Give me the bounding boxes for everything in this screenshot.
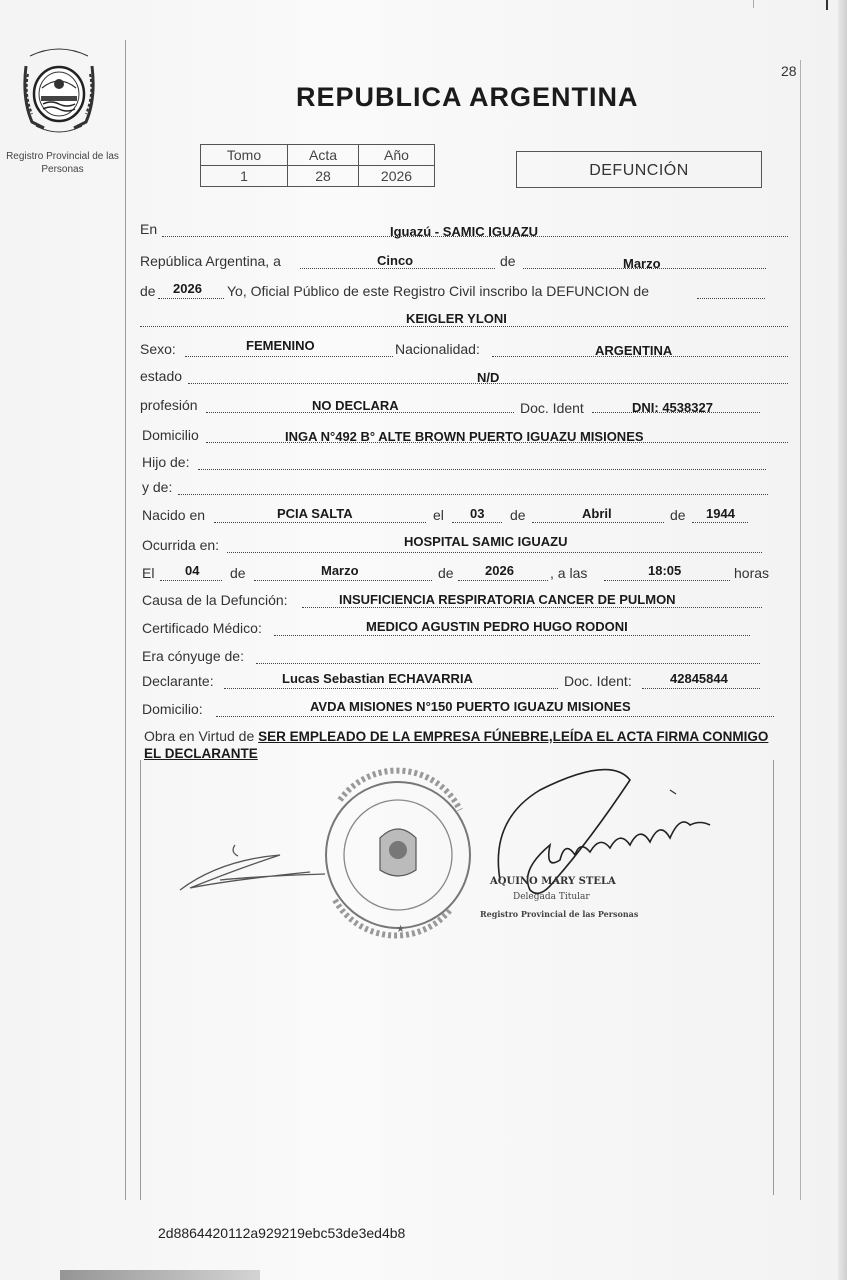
right-margin-line [800, 60, 801, 1200]
value-place: Iguazú - SAMIC IGUAZU [390, 224, 539, 239]
row-and-of [140, 479, 800, 501]
label-de: de [510, 507, 526, 523]
dotted-line [254, 580, 432, 581]
label-el: el [433, 507, 444, 523]
official-signature [498, 770, 710, 894]
label-de: de [230, 565, 246, 581]
label-obra: Obra en Virtud de [144, 728, 255, 744]
value-certificate: MEDICO AGUSTIN PEDRO HUGO RODONI [366, 619, 628, 634]
dotted-line [274, 635, 750, 636]
label-doc-ident: Doc. Ident [520, 400, 584, 416]
document-type-box: DEFUNCIÓN [516, 151, 762, 188]
seal-and-signature [160, 760, 760, 960]
document-title: REPUBLICA ARGENTINA [296, 82, 639, 112]
dotted-line [697, 298, 765, 299]
label-de: de [438, 565, 454, 581]
row-spouse [140, 648, 800, 670]
dotted-line [692, 522, 748, 523]
dotted-line [458, 580, 548, 581]
value-birth-day: 03 [470, 506, 485, 521]
dotted-line [198, 469, 766, 470]
label-domicilio: Domicilio: [142, 701, 203, 717]
page-number: 28 [781, 63, 797, 79]
row-deceased-name [140, 311, 800, 333]
label-hijo-de: Hijo de: [142, 454, 190, 470]
row-cause [140, 592, 800, 614]
row-death-date [140, 565, 800, 587]
dotted-line [178, 494, 768, 495]
label-yo: Yo, Oficial Público de este Registro Civil inscribo la DEFUNCION de [227, 283, 649, 299]
scan-edge [60, 1270, 260, 1280]
signer-name: AQUINO MARY STELA [490, 876, 616, 887]
tomo-header: Tomo [201, 145, 288, 166]
reason-text [144, 728, 784, 762]
row-civil-status [140, 368, 800, 390]
signature-box-right-line [773, 760, 774, 1195]
value-nationality: ARGENTINA [595, 343, 673, 358]
row-declarant-address [140, 701, 800, 723]
acta-value: 28 [288, 166, 359, 187]
row-birth [140, 507, 800, 529]
dotted-line [214, 522, 426, 523]
top-mark [753, 0, 754, 8]
value-sex: FEMENINO [246, 338, 315, 353]
document-hash: 2d8864420112a929219ebc53de3ed4b8 [158, 1225, 406, 1241]
value-declarant-address: AVDA MISIONES N°150 PUERTO IGUAZU MISIONES [310, 699, 631, 714]
value-death-time: 18:05 [648, 563, 682, 578]
row-sex [140, 338, 800, 363]
label-conyuge: Era cónyuge de: [142, 648, 244, 664]
dotted-line [452, 522, 502, 523]
svg-text:★: ★ [396, 924, 405, 935]
dotted-line [532, 522, 664, 523]
row-certificate [140, 620, 800, 642]
value-death-year: 2026 [485, 563, 514, 578]
label-en: En [140, 221, 158, 237]
label-declarante: Declarante: [142, 673, 214, 689]
provincia-misiones-crest-icon [18, 44, 100, 139]
tomo-value: 1 [201, 166, 288, 187]
dotted-line [302, 607, 762, 608]
page-edge-shadow [838, 0, 847, 1280]
label-sexo: Sexo: [140, 341, 176, 357]
tomo-acta-table [200, 144, 435, 187]
row-declarant [140, 673, 800, 695]
value-birth-year: 1944 [706, 506, 735, 521]
dotted-line [160, 580, 222, 581]
row-place [140, 221, 800, 243]
row-death-place [140, 534, 800, 559]
left-margin-line [125, 40, 126, 1200]
label-certificado: Certificado Médico: [142, 620, 262, 636]
row-address [140, 427, 800, 449]
row-profession [140, 397, 800, 419]
value-day: Cinco [377, 253, 414, 268]
label-nacido-en: Nacido en [142, 507, 206, 523]
value-birth-month: Abril [582, 506, 612, 521]
value-address: INGA N°492 B° ALTE BROWN PUERTO IGUAZU MISIONES [285, 429, 644, 444]
value-death-place: HOSPITAL SAMIC IGUAZU [404, 534, 568, 549]
dotted-line [604, 580, 730, 581]
label-ocurrida-en: Ocurrida en: [142, 537, 220, 553]
dotted-line [300, 268, 495, 269]
value-death-month: Marzo [321, 563, 359, 578]
label-de: de [670, 507, 686, 523]
label-a-las: , a las [550, 565, 588, 581]
signer-registry: Registro Provincial de las Personas [480, 909, 639, 919]
row-child-of [140, 454, 800, 476]
label-doc-ident: Doc. Ident: [564, 673, 632, 689]
value-declarant: Lucas Sebastian ECHAVARRIA [282, 671, 473, 686]
dotted-line [185, 356, 393, 357]
dotted-line [158, 298, 224, 299]
row-inscribo [140, 283, 800, 305]
dotted-line [140, 326, 788, 327]
registry-label: Registro Provincial de las Personas [6, 151, 119, 175]
value-dni: DNI: 4538327 [632, 400, 713, 415]
dotted-line [216, 716, 774, 717]
value-deceased-name: KEIGLER YLONI [406, 311, 507, 326]
dotted-line [642, 688, 760, 689]
declarant-signature [180, 845, 325, 890]
value-year: 2026 [173, 281, 202, 296]
dotted-line [227, 552, 762, 553]
value-month: Marzo [623, 256, 661, 271]
value-death-day: 04 [185, 563, 200, 578]
dotted-line [256, 663, 760, 664]
value-cause: INSUFICIENCIA RESPIRATORIA CANCER DE PULMON [339, 592, 676, 607]
label-domicilio: Domicilio [142, 427, 199, 443]
label-de: de [500, 253, 516, 269]
top-mark [826, 0, 834, 10]
signer-role: Delegada Titular [513, 892, 590, 902]
acta-header: Acta [288, 145, 359, 166]
anio-value: 2026 [359, 166, 435, 187]
label-y-de: y de: [142, 479, 173, 495]
row-date [140, 253, 800, 275]
label-republica: República Argentina, a [140, 253, 281, 269]
label-horas: horas [734, 565, 770, 581]
value-birth-place: PCIA SALTA [277, 506, 353, 521]
value-civil-status: N/D [477, 370, 500, 385]
value-profession: NO DECLARA [312, 398, 399, 413]
dotted-line [224, 688, 558, 689]
label-nacionalidad: Nacionalidad: [395, 341, 480, 357]
label-estado: estado [140, 368, 183, 384]
label-el: El [142, 565, 155, 581]
signature-box-left-line [140, 760, 141, 1200]
label-profesion: profesión [140, 397, 198, 413]
value-declarant-doc: 42845844 [670, 671, 728, 686]
anio-header: Año [359, 145, 435, 166]
label-causa: Causa de la Defunción: [142, 592, 288, 608]
official-seal-icon [326, 771, 470, 936]
value-reason: SER EMPLEADO DE LA EMPRESA FÚNEBRE,LEÍDA EL ACTA FIRMA CONMIGO EL DECLARANTE [144, 729, 769, 761]
label-de: de [140, 283, 156, 299]
